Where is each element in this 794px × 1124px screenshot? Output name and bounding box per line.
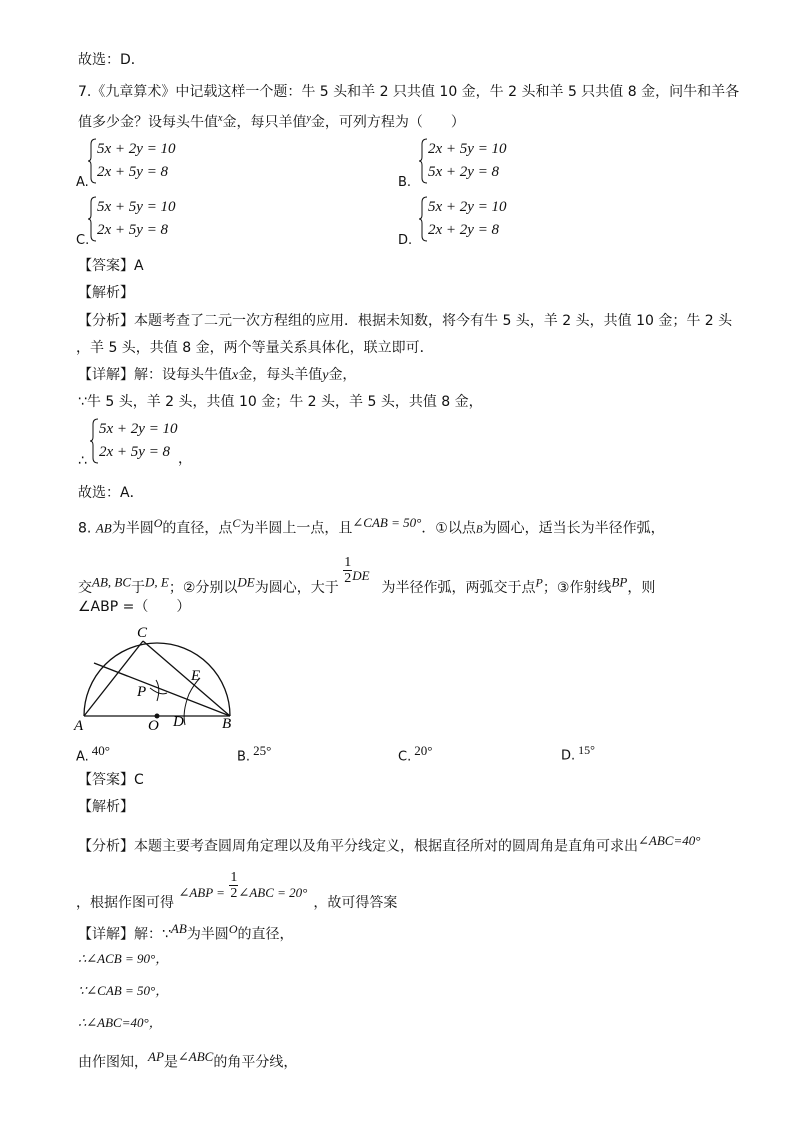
segment-ab: AB	[170, 921, 187, 936]
q8-stem-line1	[78, 514, 665, 539]
point-p: P	[535, 575, 543, 590]
q8-answer	[78, 771, 144, 789]
q7-stem-line1: 7.《九章算术》中记载这样一个题：牛 5 头和羊 2 只共值 10 金，牛 2 头和羊 5 只共值 8 金，问牛和羊各	[78, 84, 740, 100]
label-e: E	[191, 668, 201, 684]
label-p: P	[137, 684, 147, 700]
segment-de: DE	[352, 568, 370, 583]
var-y: y	[306, 113, 311, 124]
stem-text: ；②分别以	[168, 580, 238, 596]
equation-1: 5x + 2y = 10	[97, 141, 176, 157]
q8-option-a[interactable]	[76, 743, 110, 764]
q8-xiangjie-line5	[78, 1048, 297, 1072]
q8-stem-line3: ∠ABP =（ ）	[78, 599, 191, 615]
points-d-e: D, E	[145, 574, 169, 590]
xiangjie-tag: 【详解】	[78, 367, 134, 383]
previous-answer: 故选：D．	[78, 52, 145, 68]
equation-2: 5x + 2y = 8	[428, 164, 500, 180]
stem-text: 的直径，点	[162, 520, 233, 537]
var-y: y	[322, 368, 329, 383]
fenxi-text: ，根据作图可得	[76, 895, 174, 911]
fenxi-text: 本题主要考查圆周角定理以及角平分线定义，根据直径所对的圆周角是直角可求出	[134, 838, 638, 855]
ray-bp	[94, 663, 230, 716]
option-value: 25°	[253, 743, 272, 758]
xiangjie-text: 解：设每头牛值	[134, 367, 232, 383]
q7-stem-line2	[78, 110, 465, 132]
q7-fenxi-line2: ，羊 5 头，共值 8 金，两个等量关系具体化，联立即可．	[76, 340, 434, 356]
q7-xiangjie-line2: ∵牛 5 头，羊 2 头，共值 10 金；牛 2 头，羊 5 头，共值 8 金，	[78, 394, 483, 410]
q7-stem-text: 值多少金？设每头牛值	[78, 114, 218, 131]
xiangjie-text: 金，	[328, 367, 357, 383]
equation-2: 2x + 2y = 8	[428, 222, 500, 238]
equation-system	[428, 138, 507, 184]
fenxi-text: 本题考查了二元一次方程组的应用．根据未知数，将今有牛 5 头，羊 2 头，共值 10 金；牛 2 头	[134, 313, 733, 329]
equation-1: 2x + 5y = 10	[428, 141, 507, 157]
angle-abc: ∠ABC	[177, 1049, 214, 1064]
label-b: B	[222, 716, 232, 732]
step-cab-50: ∵∠CAB = 50°，	[78, 983, 169, 998]
q7-answer	[78, 257, 144, 275]
fraction-numerator: 1	[230, 870, 238, 885]
stem-text: 为圆心，适当长为半径作弧，	[482, 520, 665, 537]
q8-fenxi-line2	[76, 870, 397, 919]
xiangjie-text: 为半圆	[186, 926, 229, 943]
brace-icon	[87, 196, 97, 242]
fenxi-text: ，故可得答案	[313, 895, 398, 911]
equation-system	[97, 138, 176, 184]
equation-2: 2x + 5y = 8	[99, 444, 171, 460]
q7-stem-text: 金，每只羊值	[222, 114, 307, 131]
xiangjie-tag: 【详解】	[78, 926, 134, 943]
q7-solution-system	[99, 418, 178, 464]
equation-2: 2x + 5y = 8	[97, 164, 169, 180]
q8-option-c[interactable]	[398, 743, 432, 764]
xiangjie-text: 解：∵	[134, 926, 171, 943]
semicircle-arc	[84, 643, 230, 716]
stem-text: 为半圆	[111, 520, 154, 537]
q8-number: 8.	[78, 520, 92, 537]
label-c: C	[137, 625, 148, 641]
equation-1: 5x + 2y = 10	[428, 199, 507, 215]
answer-tag: 【答案】	[78, 258, 134, 274]
equation-left: ∠ABP =	[178, 885, 225, 900]
angle-abc: ∠ABC=40°	[638, 833, 701, 848]
xiangjie-text: 的角平分线，	[213, 1054, 298, 1071]
var-x: x	[218, 113, 223, 124]
stem-text: ，则	[627, 580, 656, 596]
segment-ab: AB	[95, 520, 112, 536]
xiangjie-text: 由作图知，	[78, 1054, 148, 1071]
stem-text: ；③作射线	[542, 580, 612, 596]
fenxi-tag: 【分析】	[78, 313, 134, 329]
q7-fenxi-line1	[78, 312, 732, 330]
answer-value: A	[134, 258, 144, 274]
fraction-denominator: 2	[344, 571, 352, 586]
q8-xiangjie-line4	[78, 1014, 162, 1032]
segments-ab-bc: AB, BC	[92, 574, 131, 590]
stem-text: 为半圆上一点，且	[240, 520, 353, 537]
stem-text: 为圆心，大于	[254, 580, 339, 596]
q8-xiangjie-line3	[78, 982, 168, 1000]
fraction-denominator: 2	[230, 886, 238, 901]
option-label: C.	[398, 749, 412, 765]
points-de: DE	[237, 574, 255, 590]
point-o: O	[228, 922, 238, 936]
option-label: B.	[237, 749, 251, 765]
label-a: A	[74, 718, 84, 734]
point-b: B	[475, 523, 483, 536]
q8-option-d[interactable]	[561, 743, 595, 763]
chord-cb	[143, 641, 230, 716]
option-label: A.	[76, 175, 89, 190]
ray-ap: AP	[148, 1049, 164, 1064]
equation-1: 5x + 2y = 10	[99, 421, 178, 437]
equation-right: ∠ABC = 20°	[238, 885, 308, 900]
q7-final-answer: 故选：A．	[78, 485, 144, 501]
point-o: O	[153, 516, 163, 530]
step-acb-90: ∴∠ACB = 90°，	[78, 951, 169, 966]
construction-arc-p1	[156, 680, 159, 701]
q8-option-b[interactable]	[237, 743, 271, 764]
stem-text: ．①以点	[421, 520, 476, 537]
xiangjie-text: 是	[163, 1054, 178, 1071]
option-value: 15°	[578, 743, 595, 757]
label-o: O	[148, 718, 159, 734]
label-d: D	[173, 714, 184, 730]
brace-icon	[418, 138, 428, 184]
option-value: 20°	[414, 743, 433, 758]
equation-2: 2x + 5y = 8	[97, 222, 169, 238]
brace-icon	[89, 418, 99, 464]
angle-cab: ∠CAB = 50°	[352, 515, 422, 530]
stem-text: 交	[78, 580, 92, 596]
equation-1: 5x + 5y = 10	[97, 199, 176, 215]
xiangjie-text: 金，每头羊值	[238, 367, 323, 383]
stem-text: 为半径作弧，两弧交于点	[381, 580, 536, 596]
semicircle-figure	[72, 622, 248, 734]
option-label: D.	[561, 748, 576, 764]
q8-xiangjie-line2	[78, 950, 168, 968]
q8-fenxi-line1	[78, 832, 700, 856]
option-label: A.	[76, 749, 89, 765]
q7-jiexi-tag: 【解析】	[78, 285, 134, 301]
option-label: C.	[76, 233, 90, 248]
xiangjie-text: 的直径，	[237, 926, 294, 943]
therefore-symbol: ∴	[78, 453, 87, 469]
equation-system	[428, 196, 507, 242]
half-fraction	[343, 555, 352, 586]
point-c: C	[232, 516, 241, 530]
option-label: B.	[398, 175, 412, 190]
ray-bp: BP	[611, 574, 628, 590]
q7-xiangjie-line1	[78, 366, 356, 385]
fraction-numerator: 1	[344, 555, 352, 570]
option-value: 40°	[91, 743, 110, 758]
answer-value: C	[134, 772, 144, 788]
stem-text: 于	[131, 580, 145, 596]
step-abc-40: ∴∠ABC=40°，	[78, 1015, 162, 1030]
brace-icon	[87, 138, 97, 184]
answer-tag: 【答案】	[78, 772, 134, 788]
q8-jiexi-tag: 【解析】	[78, 799, 134, 815]
q7-stem-text: 金，可列方程为（ ）	[310, 114, 465, 131]
q8-stem-line2	[78, 555, 655, 603]
option-label: D.	[398, 233, 413, 248]
equation-system	[97, 196, 176, 242]
q8-xiangjie-line1	[78, 920, 293, 944]
brace-icon	[418, 196, 428, 242]
var-x: x	[232, 368, 239, 383]
system-comma: ，	[178, 451, 192, 467]
fenxi-tag: 【分析】	[78, 838, 134, 855]
